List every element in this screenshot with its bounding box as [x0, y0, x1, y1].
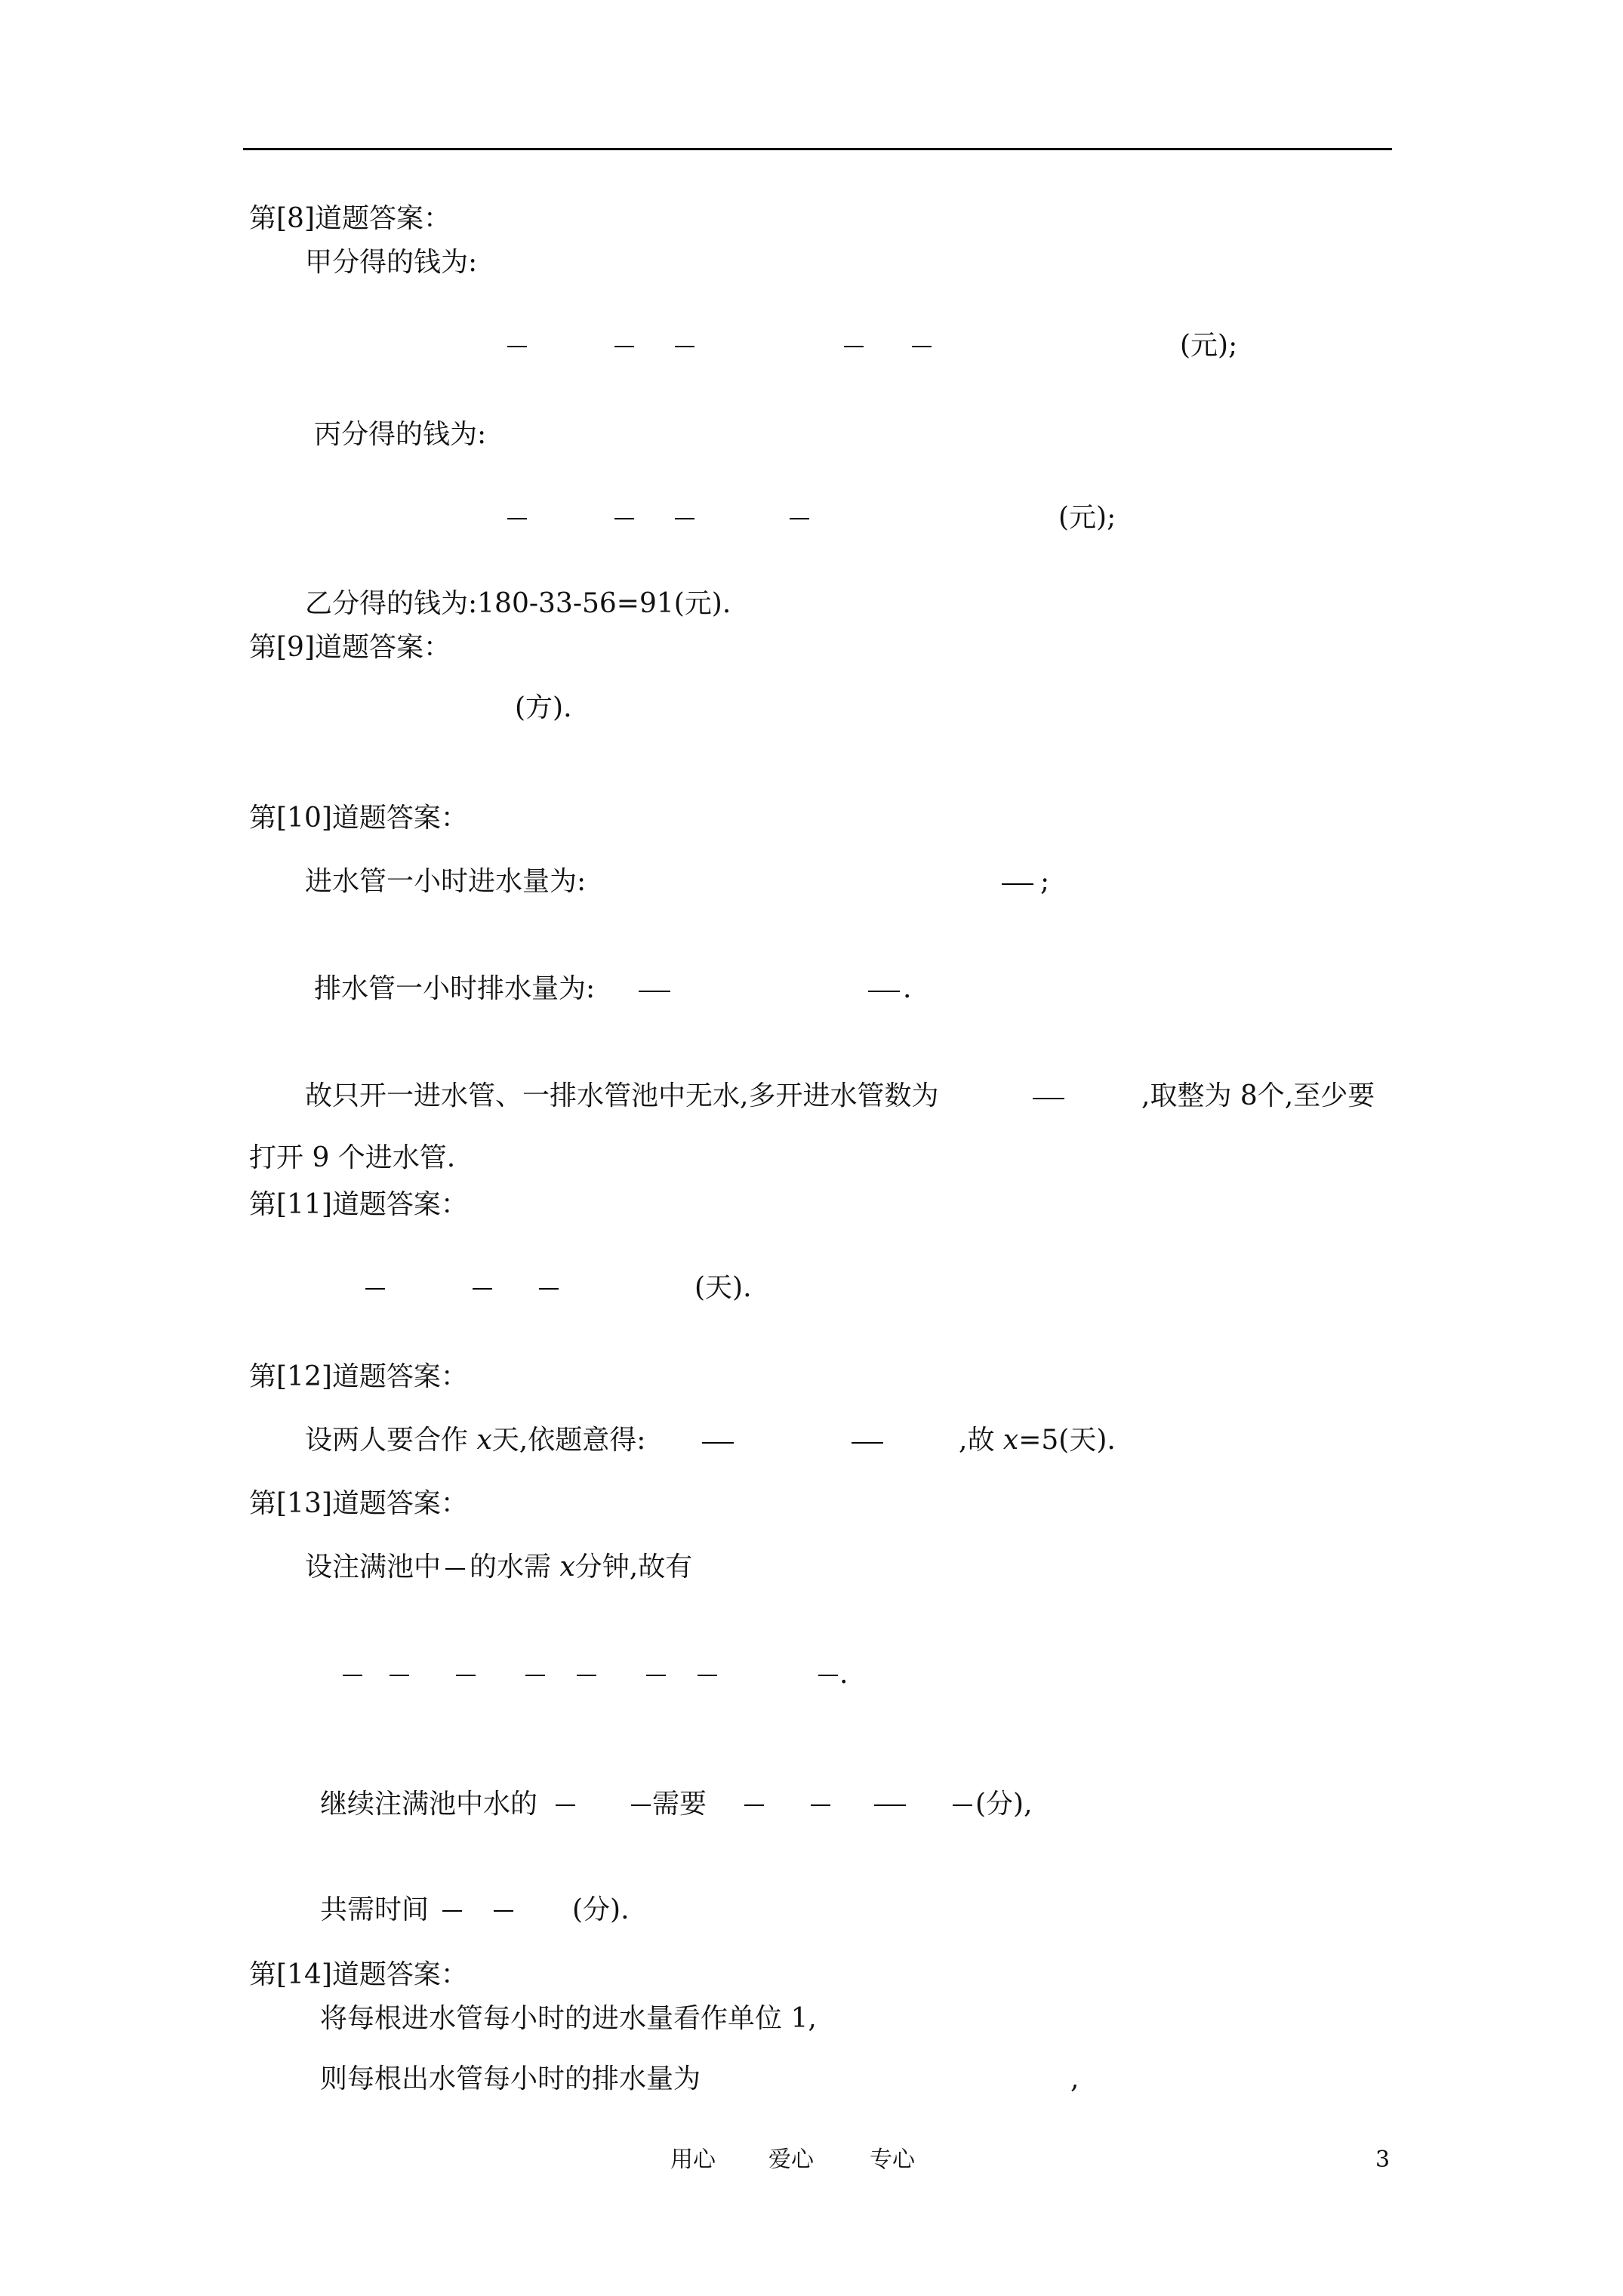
q10-line-outflow: 排水管一小时排水量为: [314, 973, 596, 1004]
fraction-bar [639, 991, 670, 992]
q14-title: 第[14]道题答案： [249, 1959, 468, 1990]
fraction-bar [702, 1442, 734, 1444]
q10-line-final: 打开 9 个进水管. [249, 1142, 456, 1173]
q9-unit: (方). [515, 692, 572, 723]
fraction-bar [631, 1804, 651, 1806]
fraction-bar [912, 346, 932, 347]
fraction-bar [390, 1675, 409, 1676]
q8-unit-2: (元); [1058, 502, 1116, 533]
q13-text-b: 的水需 [470, 1552, 560, 1583]
q12-conclusion [959, 1427, 1116, 1454]
fraction-bar [614, 346, 634, 347]
q12-text-a: 设两人要合作 [305, 1425, 477, 1456]
fraction-bar [744, 1804, 764, 1806]
q12-text-d: =5(天). [1018, 1425, 1116, 1456]
fraction-bar [790, 518, 809, 519]
q10-line-conclusion-cont: ,取整为 8个,至少要 [1141, 1080, 1375, 1111]
fraction-bar [442, 1910, 462, 1912]
q13-line-total: 共需时间 [320, 1894, 430, 1925]
fraction-bar [494, 1910, 513, 1912]
fraction-bar [953, 1804, 972, 1806]
q13-end-2: . [839, 1659, 848, 1690]
variable-x: x [559, 1552, 575, 1583]
q13-line-continue-unit: (分), [975, 1789, 1033, 1820]
fraction-bar [1002, 883, 1033, 885]
variable-x: x [1002, 1425, 1019, 1456]
q12-title: 第[12]道题答案： [249, 1361, 468, 1392]
q12-text-c: ,故 [959, 1425, 1003, 1456]
fraction-bar [507, 346, 527, 347]
fraction-bar [456, 1675, 476, 1676]
fraction-bar [1033, 1098, 1064, 1099]
fraction-bar [539, 1288, 559, 1290]
q10-end-2: . [903, 973, 912, 1004]
fraction-bar [844, 346, 864, 347]
q14-line-2: 则每根出水管每小时的排水量为 [320, 2063, 701, 2094]
fraction-bar [507, 518, 527, 519]
footer-word: 专心 [870, 2147, 915, 2173]
q8-line-yi: 乙分得的钱为:180-33-56=91(元). [305, 588, 731, 619]
q10-line-inflow: 进水管一小时进水量为: [305, 866, 587, 897]
q13-title: 第[13]道题答案： [249, 1488, 468, 1519]
fraction-bar [614, 518, 634, 519]
fraction-bar [525, 1675, 545, 1676]
fraction-bar [445, 1568, 465, 1570]
q10-title: 第[10]道题答案： [249, 803, 468, 834]
q10-line-conclusion: 故只开一进水管、一排水管池中无水,多开进水管数为 [305, 1080, 939, 1111]
q8-unit-1: (元); [1180, 330, 1238, 361]
q13-line-total-unit: (分). [572, 1894, 630, 1925]
fraction-bar [698, 1675, 717, 1676]
q13-text-c: 分钟,故有 [574, 1552, 693, 1583]
q14-line-1: 将每根进水管每小时的进水量看作单位 1, [320, 2003, 817, 2034]
q10-end-1: ; [1040, 866, 1050, 897]
q14-end-2: , [1070, 2063, 1079, 2094]
q8-title: 第[8]道题答案： [249, 203, 451, 234]
fraction-bar [868, 991, 900, 992]
fraction-bar [556, 1804, 575, 1806]
q9-title: 第[9]道题答案： [249, 632, 451, 663]
fraction-bar [646, 1675, 666, 1676]
q12-text-b: 天,依题意得: [491, 1425, 646, 1456]
q11-title: 第[11]道题答案： [249, 1189, 468, 1220]
fraction-bar [675, 518, 694, 519]
q13-line-continue: 继续注满池中水的 [320, 1789, 538, 1820]
fraction-bar [365, 1288, 385, 1290]
q8-line-jia: 甲分得的钱为: [305, 247, 478, 278]
fraction-bar [818, 1675, 838, 1676]
q13-text-a: 设注满池中 [305, 1552, 442, 1583]
fraction-bar [343, 1675, 362, 1676]
footer-word: 爱心 [768, 2147, 814, 2173]
fraction-bar [811, 1804, 830, 1806]
q12-line [305, 1427, 645, 1454]
fraction-bar [852, 1442, 883, 1444]
page-number: 3 [1375, 2147, 1390, 2173]
q8-line-bing: 丙分得的钱为: [314, 419, 487, 450]
header-rule [243, 148, 1392, 150]
q13-line-setup [305, 1554, 692, 1581]
fraction-bar [473, 1288, 492, 1290]
q11-unit: (天). [694, 1272, 752, 1303]
fraction-bar [675, 346, 694, 347]
variable-x: x [476, 1425, 492, 1456]
footer-word: 用心 [670, 2147, 716, 2173]
fraction-bar [874, 1804, 906, 1806]
fraction-bar [577, 1675, 596, 1676]
q13-line-need: 需要 [652, 1789, 707, 1820]
